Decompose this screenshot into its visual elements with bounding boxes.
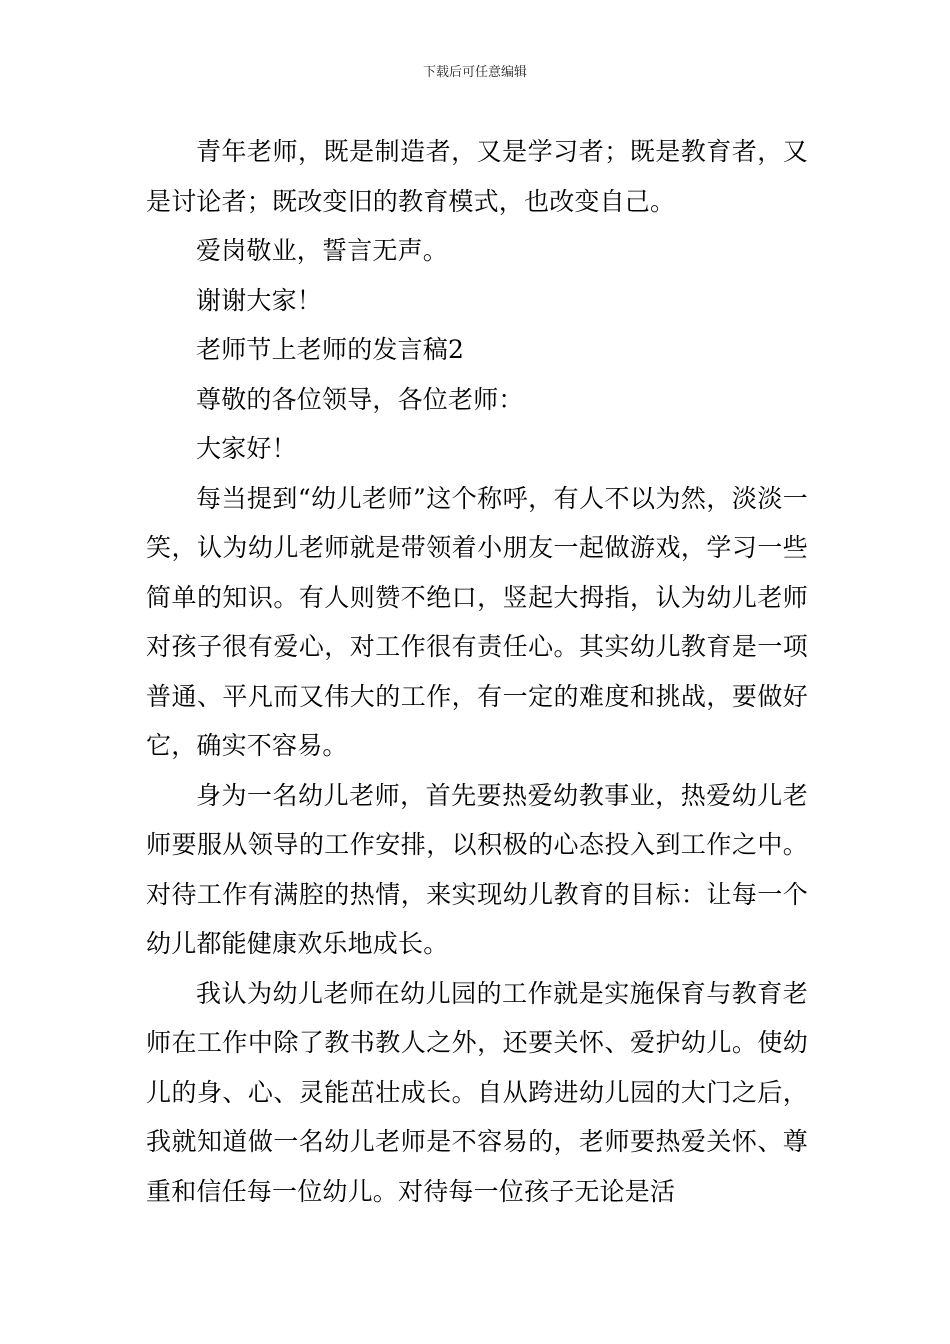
paragraph: 每当提到“幼儿老师”这个称呼，有人不以为然，淡淡一笑，认为幼儿老师就是带领着小朋友一起做游戏，学习一些简单的知识。有人则赞不绝口，竖起大拇指，认为幼儿老师对孩子很有爱心，对工作很有责任心。其实幼儿教育是一项普通、平凡而又伟大的工作，有一定的难度和挑战，要做好它，确实不容易。 [146, 483, 808, 760]
paragraph: 谢谢大家！ [196, 285, 323, 315]
paragraph: 青年老师，既是制造者，又是学习者；既是教育者，又是讨论者；既改变旧的教育模式，也改变自己。 [146, 137, 808, 216]
paragraph: 爱岗敬业，誓言无声。 [196, 236, 449, 265]
paragraph: 我认为幼儿老师在幼儿园的工作就是实施保育与教育老师在工作中除了教书教人之外，还要关怀、爱护幼儿。使幼儿的身、心、灵能茁壮成长。自从跨进幼儿园的大门之后，我就知道做一名幼儿老师是不容易的，老师要热爱关怀、尊重和信任每一位幼儿。对待每一位孩子无论是活 [146, 978, 808, 1206]
page-header: 下载后可任意编辑 [422, 65, 527, 80]
document-body [146, 127, 808, 1216]
salutation: 尊敬的各位领导，各位老师： [196, 384, 524, 414]
section-title: 老师节上老师的发言稿2 [196, 335, 465, 364]
greeting: 大家好！ [196, 434, 297, 463]
paragraph: 身为一名幼儿老师，首先要热爱幼教事业，热爱幼儿老师要服从领导的工作安排，以积极的心态投入到工作之中。对待工作有满腔的热情，来实现幼儿教育的目标：让每一个幼儿都能健康欢乐地成长。 [146, 780, 808, 958]
